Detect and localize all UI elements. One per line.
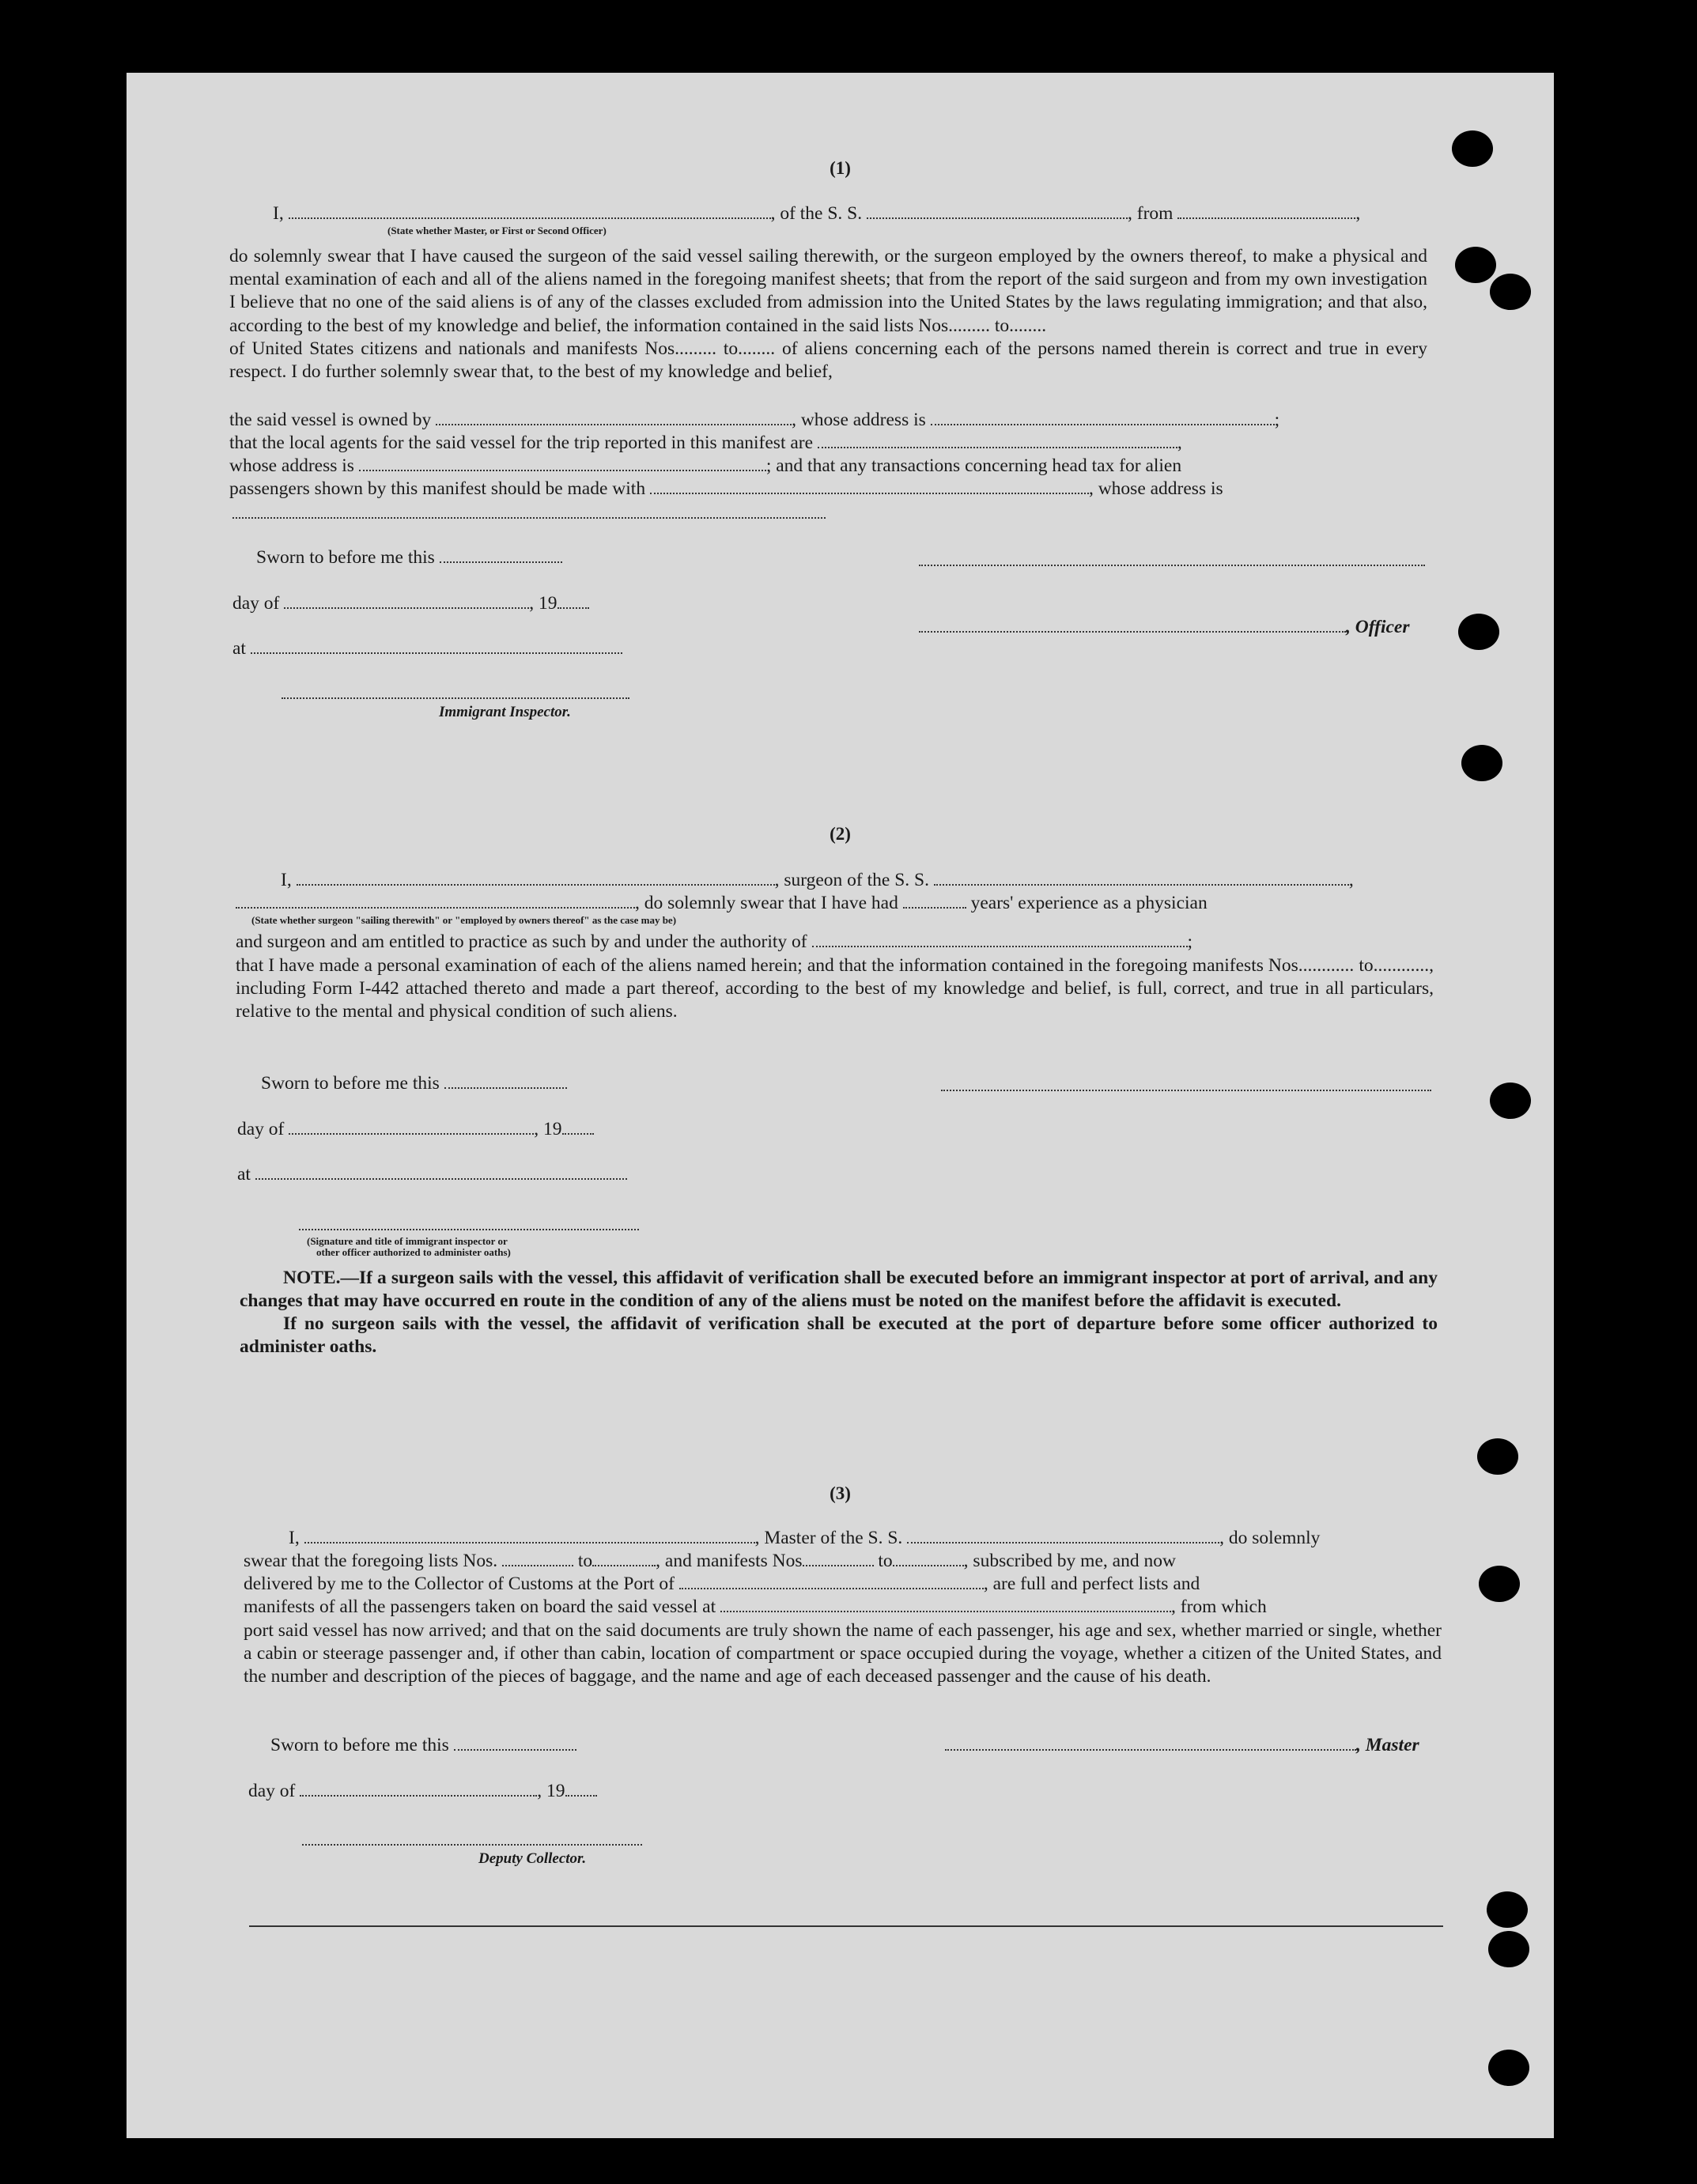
s2-sworn-year-field[interactable]	[562, 1119, 594, 1135]
s3-sworn-day-field[interactable]	[454, 1735, 576, 1751]
authority-field[interactable]	[812, 931, 1188, 947]
section-1-number: (1)	[830, 158, 851, 178]
s1-body	[229, 245, 1427, 384]
s1-line-1	[273, 203, 1360, 225]
text: , are full and perfect lists and	[983, 1574, 1200, 1594]
text: , surgeon of the S. S.	[774, 870, 929, 890]
s3-manifests-to-field[interactable]	[893, 1551, 964, 1566]
bottom-rule	[249, 1925, 1443, 1927]
s3-embarkation-field[interactable]	[720, 1596, 1171, 1612]
port-from-field[interactable]	[1177, 203, 1355, 219]
text: whose address is	[229, 455, 354, 476]
agent-address-field[interactable]	[359, 455, 766, 471]
agents-field[interactable]	[818, 433, 1177, 448]
owner-field[interactable]	[436, 410, 792, 425]
s3-body	[244, 1619, 1442, 1689]
s3-master-name-field[interactable]	[304, 1528, 755, 1544]
text: , from which	[1171, 1596, 1267, 1617]
text: , whose address is	[792, 410, 926, 430]
text: I,	[289, 1528, 300, 1548]
punch-hole	[1477, 1438, 1518, 1475]
s3-lists-to-field[interactable]	[592, 1551, 656, 1566]
s2-line-2	[236, 893, 1208, 914]
text: , 19	[537, 1781, 565, 1801]
s1-body-text-1: do solemnly swear that I have caused the surgeon of the said vessel sailing therewith, or the surgeon employed by the owners thereof, to make a physical and mental examination of each and all of the aliens named in the foregoing manifest sheets; that from the report of the said surgeon and from my own investigation I believe that no one of the said aliens is of any of the classes excluded from admission into the United States by the laws regulating immigration; and that also, according to the best of my knowledge and belief, the information contained in the said lists Nos......... to........	[229, 246, 1427, 336]
text: delivered by me to the Collector of Customs at the Port of	[244, 1574, 675, 1594]
punch-hole	[1455, 247, 1496, 283]
punch-hole	[1490, 274, 1531, 310]
section-3-number: (3)	[830, 1483, 851, 1503]
s2-line-1	[281, 870, 1354, 891]
sworn-month-field[interactable]	[284, 593, 529, 609]
s2-vessel-field[interactable]	[934, 870, 1349, 886]
punch-hole	[1458, 614, 1499, 650]
text: day of	[232, 593, 280, 614]
text: Sworn to before me this	[256, 547, 435, 568]
s2-body	[236, 954, 1434, 1024]
s2-inspector-signature-field[interactable]	[299, 1229, 639, 1230]
text: , whose address is	[1088, 478, 1223, 499]
surgeon-name-field[interactable]	[297, 870, 775, 886]
s1-at	[232, 638, 622, 659]
text: , from	[1128, 203, 1174, 224]
sworn-place-field[interactable]	[251, 638, 622, 654]
text: Sworn to before me this	[270, 1735, 449, 1755]
s1-passengers-line	[229, 478, 1223, 500]
sworn-day-field[interactable]	[440, 547, 562, 563]
text: , 19	[529, 593, 557, 614]
text: day of	[237, 1119, 285, 1139]
text: swear that the foregoing lists Nos.	[244, 1551, 498, 1571]
years-experience-field[interactable]	[903, 893, 966, 909]
s3-vessel-field[interactable]	[907, 1528, 1219, 1544]
text: ,	[1355, 203, 1361, 224]
text: , of the S. S.	[770, 203, 863, 224]
collector-caption: Deputy Collector.	[478, 1850, 587, 1867]
surgeon-status-caption: (State whether surgeon "sailing therewith" or "employed by owners thereof" as the case may be)	[251, 914, 677, 926]
s1-agents-line	[229, 433, 1182, 454]
manifest-back-page	[127, 73, 1554, 2138]
inspector-signature-field[interactable]	[282, 697, 629, 699]
s1-body-text-2: of United States citizens and nationals and manifests Nos......... to........ of aliens concerning each of the persons named therein is correct and true in every respect. I do further solemnly swear that, to the best of my knowledge and belief,	[229, 338, 1427, 383]
text: years' experience as a physician	[970, 893, 1208, 913]
s1-owned-line	[229, 410, 1279, 431]
s3-dayof	[248, 1781, 597, 1802]
s3-manifests-from-field[interactable]	[803, 1551, 874, 1566]
text: , do solemnly	[1219, 1528, 1321, 1548]
text: and surgeon and am entitled to practice as such by and under the authority of	[236, 931, 807, 952]
section-2-number: (2)	[830, 824, 851, 844]
text: ,	[1177, 433, 1182, 453]
s3-line-2	[244, 1551, 1176, 1572]
text: to	[878, 1551, 893, 1571]
text: the said vessel is owned by	[229, 410, 432, 430]
text: Sworn to before me this	[261, 1073, 440, 1094]
text: , do solemnly swear that I have had	[635, 893, 898, 913]
s1-officer-line	[919, 617, 1409, 638]
s2-sig-caption-2: other officer authorized to administer oaths)	[316, 1246, 511, 1258]
text: ,	[1348, 870, 1354, 890]
owner-address-field[interactable]	[931, 410, 1275, 425]
note-text-1: NOTE.—If a surgeon sails with the vessel, this affidavit of verification shall be executed before an immigrant inspector at port of arrival, and any changes that may have occurred en route in the condition of any of the aliens must be noted on the manifest before the affidavit is executed.	[240, 1268, 1438, 1311]
surgeon-signature-field[interactable]	[941, 1090, 1431, 1091]
text: manifests of all the passengers taken on board the said vessel at	[244, 1596, 716, 1617]
officer-label: , Officer	[1346, 617, 1410, 637]
s1-dayof	[232, 593, 589, 614]
punch-hole	[1488, 2050, 1529, 2086]
s3-line-4	[244, 1596, 1267, 1618]
s3-body-text: port said vessel has now arrived; and that on the said documents are truly shown the name of each passenger, his age and sex, whether married or single, whether a cabin or steerage passenger and, if other than cabin, location of compartment or space occupied during the voyage, whether a citizen of the United States, and the number and description of the pieces of baggage, and the name and age of each deceased passenger and the cause of his death.	[244, 1620, 1442, 1687]
s3-line-3	[244, 1574, 1200, 1595]
collector-signature-field[interactable]	[302, 1844, 642, 1846]
s2-sig-caption-1: (Signature and title of immigrant inspector or	[307, 1235, 508, 1247]
text: , 19	[534, 1119, 562, 1139]
text: day of	[248, 1781, 296, 1801]
s2-sworn	[261, 1073, 567, 1094]
s2-authority-line	[236, 931, 1192, 953]
text: passengers shown by this manifest should be made with	[229, 478, 646, 499]
text: , subscribed by me, and now	[963, 1551, 1176, 1571]
s3-sworn-year-field[interactable]	[565, 1781, 597, 1797]
punch-hole	[1461, 745, 1502, 781]
s3-sworn-month-field[interactable]	[300, 1781, 537, 1797]
s1-whose-line	[229, 455, 1181, 477]
punch-hole	[1488, 1931, 1529, 1967]
s2-at	[237, 1164, 627, 1185]
officer-signature-field[interactable]	[919, 617, 1346, 633]
text: , and manifests Nos	[656, 1551, 803, 1571]
head-tax-party-field[interactable]	[650, 478, 1089, 494]
text: to	[577, 1551, 593, 1571]
s3-lists-from-field[interactable]	[502, 1551, 573, 1566]
master-signature-field[interactable]	[945, 1735, 1356, 1751]
text: that the local agents for the said vessel for the trip reported in this manifest are	[229, 433, 814, 453]
s2-dayof	[237, 1119, 594, 1140]
master-rank-caption: (State whether Master, or First or Second Officer)	[387, 225, 607, 236]
note-block	[240, 1267, 1438, 1358]
text: I,	[281, 870, 292, 890]
s2-sworn-month-field[interactable]	[289, 1119, 534, 1135]
s3-line-1	[289, 1528, 1320, 1549]
text: I,	[273, 203, 284, 224]
s2-body-text: that I have made a personal examination of each of the aliens named herein; and that the information contained in the foregoing manifests Nos............ to............, including Form I-442 attached thereto and made a part thereof, according to the best of my knowledge and belief, is full, correct, and true in all particulars, relative to the mental and physical condition of such aliens.	[236, 955, 1434, 1022]
officer-signature-top-field[interactable]	[919, 565, 1425, 566]
vessel-name-field[interactable]	[867, 203, 1128, 219]
punch-hole	[1479, 1566, 1520, 1602]
punch-hole	[1490, 1083, 1531, 1119]
master-rank-field[interactable]	[289, 203, 771, 219]
inspector-caption: Immigrant Inspector.	[439, 704, 571, 720]
surgeon-status-field[interactable]	[236, 893, 635, 909]
text: at	[232, 638, 246, 659]
text: ;	[1187, 931, 1193, 952]
s3-port-field[interactable]	[679, 1574, 984, 1589]
s2-sworn-day-field[interactable]	[444, 1073, 567, 1089]
sworn-year-field[interactable]	[557, 593, 589, 609]
head-tax-address-field[interactable]	[232, 517, 826, 519]
text: ; and that any transactions concerning head tax for alien	[765, 455, 1182, 476]
text: , Master of the S. S.	[754, 1528, 903, 1548]
master-label: , Master	[1356, 1735, 1419, 1755]
s3-sworn	[270, 1735, 576, 1756]
text: at	[237, 1164, 251, 1185]
s3-master-line	[945, 1735, 1419, 1756]
s2-sworn-place-field[interactable]	[255, 1164, 627, 1180]
s1-sworn	[256, 547, 562, 569]
note-text-2: If no surgeon sails with the vessel, the affidavit of verification shall be executed at the port of departure before some officer authorized to administer oaths.	[240, 1313, 1438, 1357]
punch-hole	[1487, 1891, 1528, 1928]
text: ;	[1274, 410, 1280, 430]
